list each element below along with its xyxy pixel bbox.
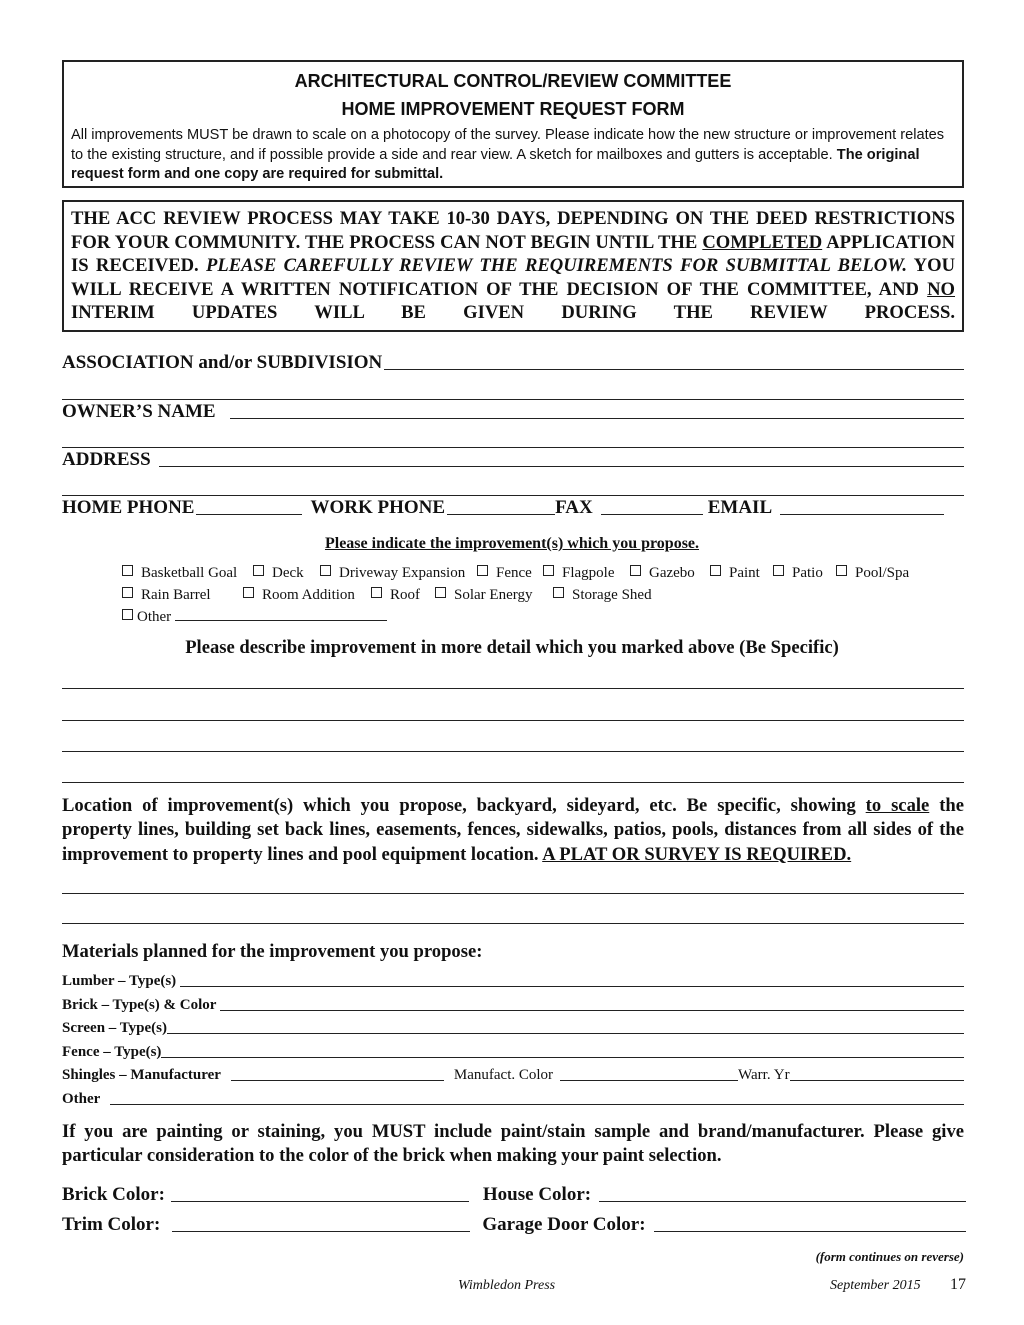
intro-text: All improvements MUST be drawn to scale on a photocopy of the survey. Please indicate how the new structure or improvement relates to the existing structure, and if possible provide a side and rear view. A sketch for mailboxes and gutters is acceptable. The original request form and one copy are required for submittal. (71, 127, 945, 182)
lumber-label: Lumber – Type(s) (62, 973, 177, 989)
checkbox-icon (122, 609, 133, 620)
checkbox-icon (122, 587, 133, 598)
screen-row (62, 1020, 964, 1037)
address-field[interactable] (159, 466, 964, 467)
email-label: EMAIL (707, 497, 773, 518)
location-line-2[interactable] (62, 923, 964, 924)
fence-label: Fence – Type(s) (62, 1044, 162, 1060)
warranty-field[interactable] (790, 1080, 964, 1081)
checkbox-icon (553, 587, 564, 598)
checkbox-icon (371, 587, 382, 598)
trim-color-label: Trim Color: (62, 1214, 161, 1235)
fence-field[interactable] (161, 1057, 964, 1058)
option-fence[interactable]: Fence (477, 565, 532, 582)
association-row (62, 352, 964, 374)
checkbox-icon (320, 565, 331, 576)
fax-label: FAX (555, 497, 593, 518)
option-storage-shed[interactable]: Storage Shed (553, 587, 652, 604)
option-room-addition[interactable]: Room Addition (243, 587, 355, 604)
shingles-manufacturer-field[interactable] (231, 1080, 444, 1081)
home-phone-label: HOME PHONE (62, 497, 195, 518)
checkbox-icon (630, 565, 641, 576)
address-line-2[interactable] (62, 495, 964, 496)
checkbox-icon (435, 587, 446, 598)
owner-row (62, 401, 964, 423)
location-instructions: Location of improvement(s) which you propose, backyard, sideyard, etc. Be specific, showing to scale the property lines, building set back lines, easements, fences, sidewalks, patios, pools, distances from all sides of the improvement to property lines and pool equipment location. A PLAT OR SURVEY IS REQUIRED. (62, 795, 964, 865)
review-notice-text: THE ACC REVIEW PROCESS MAY TAKE 10-30 DAYS, DEPENDING ON THE DEED RESTRICTIONS FOR YOUR COMMUNITY. THE PROCESS CAN NOT BEGIN UNTIL THE COMPLETED APPLICATION IS RECEIVED. PLEASE CAREFULLY REVIEW THE REQUIREMENTS FOR SUBMITTAL BELOW. YOU WILL RECEIVE A WRITTEN NOTIFICATION OF THE DECISION OF THE COMMITTEE, AND NO INTERIM UPDATES WILL BE GIVEN DURING THE REVIEW PROCESS. (71, 208, 956, 324)
describe-line-4[interactable] (62, 782, 964, 783)
owner-field[interactable] (230, 418, 964, 419)
brick-row (62, 997, 964, 1014)
form-title: HOME IMPROVEMENT REQUEST FORM (341, 99, 685, 119)
describe-line-2[interactable] (62, 720, 964, 721)
work-phone-field[interactable] (447, 514, 555, 515)
association-line-2[interactable] (62, 399, 964, 400)
garage-color-label: Garage Door Color: (482, 1214, 646, 1235)
home-phone-field[interactable] (196, 514, 302, 515)
garage-color-field[interactable] (654, 1231, 966, 1232)
screen-field[interactable] (167, 1033, 964, 1034)
header-box (62, 60, 964, 188)
house-color-field[interactable] (599, 1201, 966, 1202)
publisher-name: Wimbledon Press (458, 1278, 556, 1293)
association-field[interactable] (384, 369, 964, 370)
other-material-row (62, 1091, 964, 1108)
lumber-row (62, 973, 964, 990)
checkbox-icon (543, 565, 554, 576)
option-patio[interactable]: Patio (773, 565, 823, 582)
option-other[interactable]: Other (122, 609, 387, 626)
checkbox-icon (773, 565, 784, 576)
brick-color-label: Brick Color: (62, 1184, 165, 1205)
page-number: 17 (950, 1276, 966, 1293)
continues-note: (form continues on reverse) (815, 1249, 964, 1264)
review-notice-box (62, 200, 964, 332)
improvements-heading: Please indicate the improvement(s) which you propose. (324, 535, 700, 552)
brick-color-field[interactable] (171, 1201, 469, 1202)
shingles-label: Shingles – Manufacturer (62, 1067, 221, 1083)
option-pool-spa[interactable]: Pool/Spa (836, 565, 909, 582)
paint-note: If you are painting or staining, you MUST include paint/stain sample and brand/manufacturer. Please give particular consideration to the color of the brick when making your paint selection. (62, 1121, 964, 1167)
trim-color-field[interactable] (172, 1231, 470, 1232)
address-label: ADDRESS (62, 449, 151, 470)
option-paint[interactable]: Paint (710, 565, 760, 582)
checkbox-icon (253, 565, 264, 576)
other-field[interactable] (175, 620, 387, 621)
work-phone-label: WORK PHONE (310, 497, 446, 518)
screen-label: Screen – Type(s) (62, 1020, 167, 1036)
fence-row (62, 1044, 964, 1061)
option-basketball-goal[interactable]: Basketball Goal (122, 565, 237, 582)
lumber-field[interactable] (180, 986, 964, 987)
other-material-label: Other (62, 1091, 101, 1107)
address-row (62, 449, 964, 471)
option-roof[interactable]: Roof (371, 587, 420, 604)
option-solar-energy[interactable]: Solar Energy (435, 587, 532, 604)
option-driveway-expansion[interactable]: Driveway Expansion (320, 565, 465, 582)
option-flagpole[interactable]: Flagpole (543, 565, 615, 582)
owner-label: OWNER’S NAME (62, 401, 216, 422)
checkbox-icon (836, 565, 847, 576)
other-material-field[interactable] (110, 1104, 964, 1105)
describe-heading: Please describe improvement in more detail which you marked above (Be Specific) (185, 637, 839, 658)
describe-line-3[interactable] (62, 751, 964, 752)
committee-title: ARCHITECTURAL CONTROL/REVIEW COMMITTEE (294, 71, 732, 91)
checkbox-icon (710, 565, 721, 576)
owner-line-2[interactable] (62, 447, 964, 448)
fax-field[interactable] (601, 514, 703, 515)
checkbox-icon (122, 565, 133, 576)
publication-date: September 2015 (830, 1278, 921, 1293)
checkbox-icon (477, 565, 488, 576)
shingles-row (62, 1067, 964, 1084)
brick-field[interactable] (220, 1010, 964, 1011)
brick-house-color-row (62, 1184, 966, 1206)
manufact-color-label: Manufact. Color (453, 1067, 554, 1083)
contact-row (62, 497, 964, 519)
describe-line-1[interactable] (62, 688, 964, 689)
checkbox-icon (243, 587, 254, 598)
house-color-label: House Color: (482, 1184, 592, 1205)
association-label: ASSOCIATION and/or SUBDIVISION (62, 352, 383, 373)
option-gazebo[interactable]: Gazebo (630, 565, 695, 582)
location-line-1[interactable] (62, 893, 964, 894)
materials-heading: Materials planned for the improvement you propose: (62, 941, 483, 962)
email-field[interactable] (780, 514, 944, 515)
manufact-color-field[interactable] (560, 1080, 738, 1081)
option-rain-barrel[interactable]: Rain Barrel (122, 587, 211, 604)
option-deck[interactable]: Deck (253, 565, 304, 582)
trim-garage-color-row (62, 1214, 966, 1236)
brick-label: Brick – Type(s) & Color (62, 997, 217, 1013)
warranty-label: Warr. Yr (738, 1067, 790, 1083)
